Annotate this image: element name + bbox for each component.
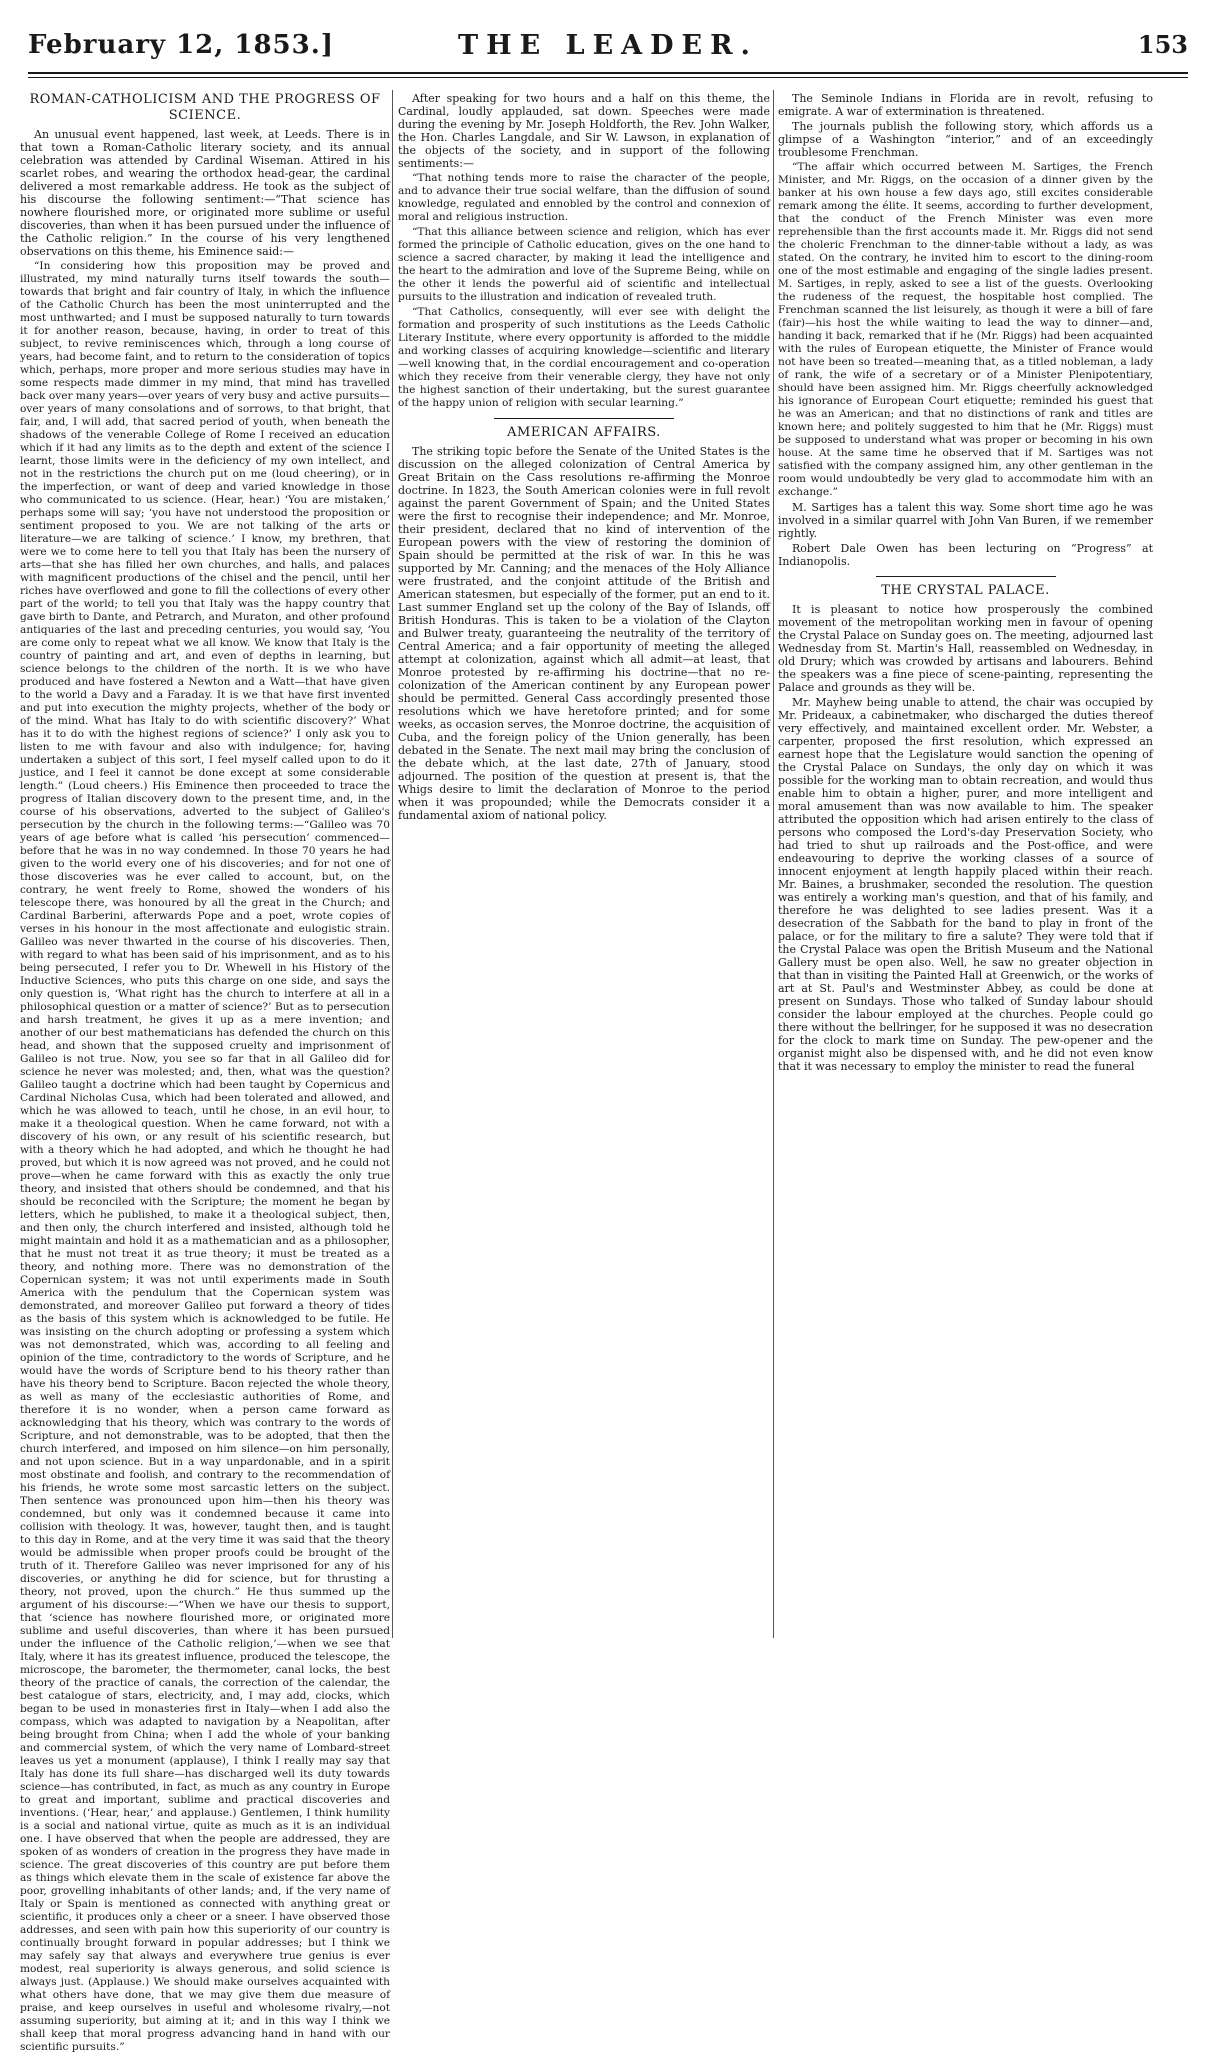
newspaper-title: THE LEADER. <box>458 30 758 61</box>
article-paragraph: M. Sartiges has a talent this way. Some short time ago he was involved in a similar quarrel with John Van Buren, if we remember rightly. <box>778 501 1153 540</box>
article-quote: “That this alliance between science and religion, which has ever formed the principle of Catholic education, gives on the one hand to science a sacred character, by making it lead the intelligence and the heart to the admiration and love of the Supreme Being, while on the other it lends the powerful aid of scientific and intellectual pursuits to the illustration and indication of revealed truth. <box>398 226 770 303</box>
article-paragraph: Robert Dale Owen has been lecturing on “Progress” at Indianopolis. <box>778 542 1153 568</box>
section-divider <box>876 576 1056 577</box>
article-paragraph: The striking topic before the Senate of the United States is the discussion on the alleged colonization of Central America by Great Britain on the Cass resolutions re-affirming the Monroe doctrine. In 1823, the South American colonies were in full revolt against the parent Government of Spain; and the United States were the first to recognise their independence; and Mr. Monroe, their president, declared that no kind of intervention of the European powers with the view of restoring the dominion of Spain should be permitted at the risk of war. In this he was supported by Mr. Canning; and the menaces of the Holy Alliance were frustrated, and the conjoint attitude of the British and American statesmen, but especially of the former, put an end to it. Last summer England set up the colony of the Bay of Islands, off British Honduras. This is taken to be a violation of the Clayton and Bulwer treaty, guaranteeing the neutrality of the territory of Central America; and a fair opportunity of meeting the alleged attempt at colonization, against which all admit—at least, that Monroe protested by re-affirming his doctrine—that no re-colonization of the American continent by any European power should be permitted. General Cass accordingly presented those resolutions which we have heretofore printed; and for some weeks, as occasion serves, the Monroe doctrine, the acquisition of Cuba, and the foreign policy of the Union generally, has been debated in the Senate. The next mail may bring the conclusion of the debate which, at the last date, 27th of January, stood adjourned. The position of the question at present is, that the Whigs desire to limit the declaration of Monroe to the period when it was propounded; while the Democrats consider it a fundamental axiom of national policy. <box>398 445 770 822</box>
page-header <box>28 30 1188 72</box>
article-quote: “The affair which occurred between M. Sartiges, the French Minister, and Mr. Riggs, on the occasion of a dinner given by the banker at his own house a few days ago, still excites considerable remark among the élite. It seems, according to further development, that the conduct of the French Minister was even more reprehensible than the first accounts made it. Mr. Riggs did not send the choleric Frenchman to the dinner-table without a lady, as was stated. On the contrary, he invited him to escort to the dining-room one of the most estimable and engaging of the single ladies present. M. Sartiges, in reply, asked to see a list of the guests. Overlooking the rudeness of the request, the hospitable host complied. The Frenchman scanned the list leisurely, as though it were a bill of fare (fair)—his host the while waiting to lead the way to dinner—and, handing it back, remarked that if he (Mr. Riggs) had been acquainted with the rules of European etiquette, the Minister of France would not have been so treated—meaning that, as a titled nobleman, a lady of rank, the wife of a secretary or of a Minister Plenipotentiary, should have been assigned him. Mr. Riggs cheerfully acknowledged his ignorance of European Court etiquette; reminded his guest that he was an American; and that no distinctions of rank and titles are known here; and politely suggested to him that he (Mr. Riggs) must be supposed to understand what was proper or becoming in his own house. At the same time he observed that if M. Sartiges was not satisfied with the company assigned him, any other gentleman in the room would undoubtedly be very glad to accommodate him with an exchange.” <box>778 161 1153 498</box>
article-paragraph: The journals publish the following story, which affords us a glimpse of a Washington “interior,” and of an exceedingly troublesome Frenchman. <box>778 120 1153 159</box>
article-paragraph: It is pleasant to notice how prosperously the combined movement of the metropolitan working men in favour of opening the Crystal Palace on Sunday goes on. The meeting, adjourned last Wednesday from St. Martin's Hall, reassembled on Wednesday, in old Drury; which was crowded by artisans and labourers. Behind the speakers was a fine piece of scene-painting, representing the Palace and grounds as they will be. <box>778 603 1153 694</box>
column-divider <box>773 90 774 1638</box>
column-divider <box>392 90 393 1638</box>
issue-date: February 12, 1853.] <box>28 30 335 60</box>
column-2 <box>398 92 770 1637</box>
article-paragraph: The Seminole Indians in Florida are in revolt, refusing to emigrate. A war of extermination is threatened. <box>778 92 1153 118</box>
article-title-crystal: THE CRYSTAL PALACE. <box>881 583 1050 598</box>
header-rule-thin <box>28 77 1188 78</box>
article-title-american: AMERICAN AFFAIRS. <box>507 425 661 440</box>
article-quote: “In considering how this proposition may be proved and illustrated, my mind naturally turns itself towards the south—towards that bright and fair country of Italy, in which the influence of the Catholic Church has been the most uninterrupted and the most unthwarted; and I must be supposed naturally to turn towards it for another reason, because, having, in order to treat of this subject, to revive reminiscences which, through a long course of years, had become faint, and to return to the consideration of topics which, perhaps, more proper and more serious studies may have in some respects made dimmer in my mind, that mind has travelled back over many years—over years of very busy and active pursuits—over years of many consolations and of sorrows, to that bright, that fair, and, I will add, that sacred period of youth, when beneath the shadows of the venerable College of Rome I received an education which if it had any limits as to the depth and extent of the science I learnt, those limits were in the deficiency of my own intellect, and not in the restrictions the church put on me (loud cheering), or in the imperfection, or want of deep and varied knowledge in those who communicated to us science. (Hear, hear.) ‘You are mistaken,’ perhaps some will say; ‘you have not understood the proposition or sentiment proposed to you. We are not talking of the arts or literature—we are talking of science.’ I know, my brethren, that were we to come here to tell you that Italy has been the nursery of arts—that she has filled her own churches, and halls, and palaces with magnificent productions of the chisel and the pencil, until her riches have overflowed and gone to fill the collections of every other part of the world; to tell you that Italy was the happy country that gave birth to Dante, and Petrarch, and Muraton, and other profound antiquaries of the last and preceding centuries, you would say, ‘You are come only to repeat what we all know. We know that Italy is the country of painting and art, and even of depths in learning, but science belongs to the children of the north. It is we who have produced and have fostered a Newton and a Watt—that have given to the world a Davy and a Faraday. It is we that have first invented and put into execution the mighty projects, whether of the body or of the mind. What has Italy to do with scientific discovery?’ What has it to do with the highest regions of science?’ I only ask you to listen to me with favour and also with indulgence; for, having undertaken a subject of this sort, I feel myself called upon to do it justice, and I feel it cannot be done except at some considerable length.” (Loud cheers.) His Eminence then proceeded to trace the progress of Italian discovery down to the present time, and, in the course of his observations, adverted to the subject of Galileo's persecution by the church in the following terms:—“Galileo was 70 years of age before what is called ‘his persecution’ commenced—before that he was in no way condemned. In those 70 years he had given to the world every one of his discoveries; and for not one of those discoveries was he ever called to account, but, on the contrary, he went freely to Rome, showed the wonders of his telescope there, was honoured by all the great in the Church; and Cardinal Barberini, afterwards Pope and a poet, wrote copies of verses in his honour in the most affectionate and eulogistic strain. Galileo was never thwarted in the course of his discoveries. Then, with regard to what has been said of his imprisonment, and as to his being persecuted, I refer you to Dr. Whewell in his History of the Inductive Sciences, who puts this charge on one side, and says the only question is, ‘What right has the church to interfere at all in a philosophical question or a matter of science?’ But as to persecution and harsh treatment, he gives it up as a mere invention; and another of our best mathematicians has defended the church on this head, and shown that the supposed cruelty and imprisonment of Galileo is not true. Now, you see so far that in all Galileo did for science he never was molested; and, then, what was the question? Galileo taught a doctrine which had been taught by Copernicus and Cardinal Nicholas Cusa, which had been tolerated and allowed, and which he was allowed to teach, until he chose, in an evil hour, to make it a theological question. When he came forward, not with a discovery of his own, or any result of his scientific research, but with a theory which he had adopted, and which he thought he had proved, but which it is now agreed was not proved, and he could not prove—when he came forward with this as exactly the only true theory, and insisted that others should be condemned, and that his should be reconciled with the Scripture; the moment he began by letters, which he published, to make it a theological subject, then, and then only, the church interfered and insisted, although told he might maintain and hold it as a mathematician and as a philosopher, that he must not treat it as true theory; it must be treated as a theory, and nothing more. There was no demonstration of the Copernican system; it was not until experiments made in South America with the pendulum that the Copernican system was demonstrated, and moreover Galileo put forward a theory of tides as the basis of this system which is acknowledged to be futile. He was insisting on the church adopting or professing a system which was not demonstrated, which was, according to all feeling and opinion of the time, contradictory to the words of Scripture, and he would have the words of Scripture bend to his theory rather than have his theory bend to Scripture. Bacon rejected the whole theory, as well as many of the ecclesiastic authorities of Rome, and therefore it is no wonder, when a person came forward as acknowledging that his theory, which was contrary to the words of Scripture, and not demonstrable, was to be adopted, that then the church interfered, and imposed on him silence—on him personally, and not upon science. But in a way unpardonable, and in a spirit most obstinate and foolish, and contrary to the recommendation of his friends, he wrote some most sarcastic letters on the subject. Then sentence was pronounced upon him—then his theory was condemned, but only was it condemned because it came into collision with theology. It was, however, taught then, and is taught to this day in Rome, and at the very time it was said that the theory would be admissible when proper proofs could be brought of the truth of it. Therefore Galileo was never imprisoned for any of his discoveries, or anything he did for science, but for thrusting a theory, not proved, upon the church.” He thus summed up the argument of his discourse:—“When we have our thesis to support, that ‘science has nowhere flourished more, or originated more sublime and useful discoveries, than where it has been pursued under the influence of the Catholic religion,’—when we see that Italy, where it has its greatest influence, produced the telescope, the microscope, the barometer, the thermometer, canal locks, the best theory of the practice of canals, the correction of the calendar, the best catalogue of stars, electricity, and, I may add, clocks, which began to be used in monasteries first in Italy—when I add also the compass, which was adapted to navigation by a Neapolitan, after being brought from China; when I add the whole of your banking and commercial system, of which the very name of Lombard-street leaves us yet a monument (applause), I think I really may say that Italy has done its full share—has discharged well its duty towards science—has contributed, in fact, as much as any country in Europe to great and important, sublime and practical discoveries and inventions. (‘Hear, hear,’ and applause.) Gentlemen, I think humility is a social and national virtue, quite as much as it is an individual one. I have observed that when the people are addressed, they are spoken of as wonders of creation in the progress they have made in science. The great discoveries of this country are put before them as things which elevate them in the scale of existence far above the poor, grovelling inhabitants of other lands; and, if the very name of Italy or Spain is mentioned as connected with anything great or scientific, it produces only a cheer or a sneer. I have observed those addresses, and seen with pain how this superiority of our country is continually brought forward in popular addresses; but I think we may safely say that always and everywhere true genius is ever modest, real superiority is always generous, and solid science is always just. (Applause.) We should make ourselves acquainted with what others have done, that we may give them due measure of praise, and keep ourselves in useful and wholesome rivalry,—not assuming superiority, but aiming at it; and in this way I think we shall keep that moral progress advancing hand in hand with our scientific pursuits.” <box>20 260 390 2053</box>
header-rule <box>28 72 1188 74</box>
column-1 <box>20 92 390 2053</box>
article-paragraph: Mr. Mayhew being unable to attend, the chair was occupied by Mr. Prideaux, a cabinetmaker, who discharged the duties thereof very effectively, and maintained excellent order. Mr. Webster, a carpenter, proposed the first resolution, which expressed an earnest hope that the Legislature would sanction the opening of the Crystal Palace on Sundays, the only day on which it was possible for the working man to obtain recreation, and would thus enable him to obtain a higher, purer, and more intelligent and moral amusement than was now available to him. The speaker attributed the opposition which had arisen entirely to the class of persons who composed the Lord's-day Preservation Society, who had tried to shut up railroads and the Post-office, and were endeavouring to deprive the working classes of a source of innocent enjoyment at length happily placed within their reach. Mr. Baines, a brushmaker, seconded the resolution. The question was entirely a working man's question, and that of his family, and therefore he was delighted to see ladies present. Was it a desecration of the Sabbath for the band to play in front of the palace, or for the military to fire a salute? They were told that if the Crystal Palace was open the British Museum and the National Gallery must be open also. Well, he saw no greater objection in that than in visiting the Painted Hall at Greenwich, or the works of art at St. Paul's and Westminster Abbey, as could be done at present on Sundays. Those who talked of Sunday labour should consider the labour employed at the churches. People could go there without the bellringer, for he supposed it was no desecration for the clock to mark time on Sunday. The pew-opener and the organist might also be dispensed with, and he did not even know that it was necessary to employ the minister to read the funeral <box>778 696 1153 1073</box>
article-quote: “That Catholics, consequently, will ever see with delight the formation and prosperity of such institutions as the Leeds Catholic Literary Institute, where every opportunity is afforded to the middle and working classes of acquiring knowledge—scientific and literary—well knowing that, in the cordial encouragement and co-operation which they receive from their venerable clergy, they have not only the highest sanction of their undertaking, but the surest guarantee of the happy union of religion with secular learning.” <box>398 306 770 409</box>
article-quote: “That nothing tends more to raise the character of the people, and to advance their true social welfare, than the diffusion of sound knowledge, regulated and ennobled by the control and connexion of moral and religious instruction. <box>398 172 770 223</box>
article-paragraph: An unusual event happened, last week, at Leeds. There is in that town a Roman-Catholic literary society, and its annual celebration was attended by Cardinal Wiseman. Attired in his scarlet robes, and wearing the orthodox head-gear, the cardinal delivered a most remarkable address. He took as the subject of his discourse the following sentiment:—“That science has nowhere flourished more, or originated more sublime or useful discoveries, than when it has been pursued under the influence of the Catholic religion.” In the course of his very lengthened observations on this theme, his Eminence said:— <box>20 128 390 258</box>
section-divider <box>494 418 674 419</box>
article-title-romanism: ROMAN-CATHOLICISM AND THE PROGRESS OF SCIENCE. <box>29 92 381 123</box>
page-number: 153 <box>1137 30 1188 59</box>
article-paragraph: After speaking for two hours and a half on this theme, the Cardinal, loudly applauded, sat down. Speeches were made during the evening by Mr. Joseph Holdforth, the Rev. John Walker, the Hon. Charles Langdale, and Sir W. Lawson, in explanation of the objects of the society, and in support of the following sentiments:— <box>398 92 770 170</box>
column-3 <box>778 92 1153 1637</box>
